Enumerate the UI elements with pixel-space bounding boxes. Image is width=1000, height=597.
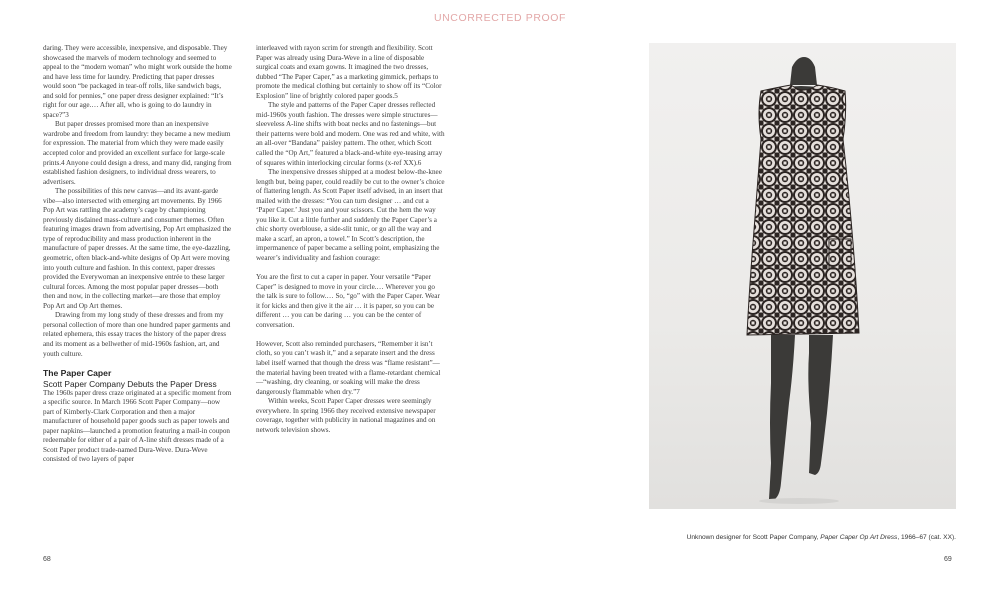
paragraph: The style and patterns of the Paper Caper dresses reflected mid-1960s youth fashion. The dresses were simple structures—sleeveless A-line shifts with boat necks and no fastenings—but their patterns were bold and modern. One was red and white, with an all-over “Bandana” paisley pattern. The other, which Scott called the “Op Art,” featured a black-and-white eye-teasing array of squares within interlocking circular forms (x-ref XX).6 xyxy=(256,101,445,167)
left-page-column-2 xyxy=(256,44,445,435)
paragraph: However, Scott also reminded purchasers, “Remember it isn’t cloth, so you can’t wash it,” and a separate insert and the dress label itself warned that though the dress was “flame resistant”—the material having been treated with a flame-retardant chemical—“washing, dry cleaning, or soaking will make the dress dangerously flammable when dry.”7 xyxy=(256,339,441,396)
mannequin-neck xyxy=(790,57,817,85)
proof-header: UNCORRECTED PROOF xyxy=(433,12,567,24)
paragraph: The inexpensive dresses shipped at a modest below-the-knee length but, being paper, could readily be cut to the owner’s choice of flattering length. As Scott Paper itself advised, in an insert that mailed with the dresses: “You can turn designer … and cut a ‘Paper Caper.’ Just you and your scissors. Cut the hem the way you like it. Cut a little further and suddenly the Paper Caper’s a chic shorty overblouse, a side-slit tunic, or go all the way and make a scarf, an apron, a towel.” In Scott’s description, the impermanence of paper became a selling point, emphasizing the wearer’s individuality and fashion courage: xyxy=(256,168,445,263)
floor-shadow xyxy=(759,498,839,504)
block-quote: You are the first to cut a caper in paper. Your versatile “Paper Caper” is designed to move in your circle.… Wherever you go the talk is sure to follow.… So, “go” with the Paper Caper. Wear it for kicks and then give it the air … it is paper, so you can be different … you can be daring … you can be the center of conversation. xyxy=(256,273,440,329)
dress-on-mannequin-image xyxy=(649,43,956,509)
mannequin-right-leg xyxy=(808,335,833,475)
paragraph: The possibilities of this new canvas—and its avant-garde vibe—also intersected with emerging art movements. By 1966 Pop Art was rattling the academy’s cage by championing previously disdained mass-culture and consumer themes. Often featuring images drawn from advertising, Pop Art emphasized the type of reproducibility and mass production inherent in the manufacture of paper dresses. At the same time, the eye-dazzling, geometric, often black-and-white designs of Op Art were moving into youth culture and fashion. In this context, paper dresses provided the Everywoman an inexpensive entrée to these larger cultural forces. Among the most popular paper dresses—both then and now, in the collecting market—are those that employ Pop Art and Op Art themes. xyxy=(43,187,232,310)
op-art-dress xyxy=(747,85,859,335)
paragraph: Within weeks, Scott Paper Caper dresses were seemingly everywhere. In spring 1966 they received extensive newspaper coverage, together with publicity in national magazines and on network television shows. xyxy=(256,397,436,434)
caption-title: Paper Caper Op Art Dress xyxy=(820,534,898,541)
page-number-left: 68 xyxy=(43,556,51,563)
left-page-column-1 xyxy=(43,44,232,465)
caption-prefix: Unknown designer for Scott Paper Company, xyxy=(686,534,821,541)
dress-photograph xyxy=(649,43,956,509)
section-subheading: Scott Paper Company Debuts the Paper Dress xyxy=(43,378,217,389)
paragraph: interleaved with rayon scrim for strength and flexibility. Scott Paper was already using Dura-Weve in a line of disposable surgical coats and exam gowns. It imagined the two dresses, dubbed “The Paper Caper,” as a marketing gimmick, perhaps to promote the medical clothing but certainly to show off its “Color Explosion” line of brightly colored paper goods.5 xyxy=(256,44,442,100)
mannequin-left-leg xyxy=(769,335,795,499)
image-caption xyxy=(568,534,956,541)
paragraph: The 1960s paper dress craze originated at a specific moment from a specific source. In March 1966 Scott Paper Company—now part of Kimberly-Clark Corporation and then a major manufacturer of household paper goods such as paper towels and paper napkins—launched a promotion featuring a mail-in coupon redeemable for either of a pair of A-line shift dresses made of a Scott Paper product trade-named Dura-Weve. Dura-Weve consisted of two layers of paper xyxy=(43,388,232,464)
page-number-right: 69 xyxy=(944,556,952,563)
caption-suffix: , 1966–67 (cat. XX). xyxy=(897,534,956,541)
paragraph: Drawing from my long study of these dresses and from my personal collection of more than one hundred paper garments and related ephemera, this essay traces the history of the paper dress and its moment as a bellwether of mid-1960s fashion, art, and youth culture. xyxy=(43,311,231,358)
section-heading: The Paper Caper xyxy=(43,368,112,379)
paragraph: But paper dresses promised more than an inexpensive wardrobe and freedom from laundry: they became a new medium for expression. The material from which they were made easily accepted color and provided an excellent surface for large-scale prints.4 Anyone could design a dress, and many did, ranging from established fashion designers, to individual dress wearers, to advertisers. xyxy=(43,120,232,186)
paragraph: daring. They were accessible, inexpensive, and disposable. They showcased the marvels of modern technology and seemed to appeal to the “modern woman” who might work outside the home and have less time for laundry. Predicting that paper dresses would soon “be packaged in tear-off rolls, like sandwich bags, and sold for pennies,” one paper dress designer explained: “It’s right for our age.… After all, who is going to do laundry in space?”3 xyxy=(43,44,232,119)
